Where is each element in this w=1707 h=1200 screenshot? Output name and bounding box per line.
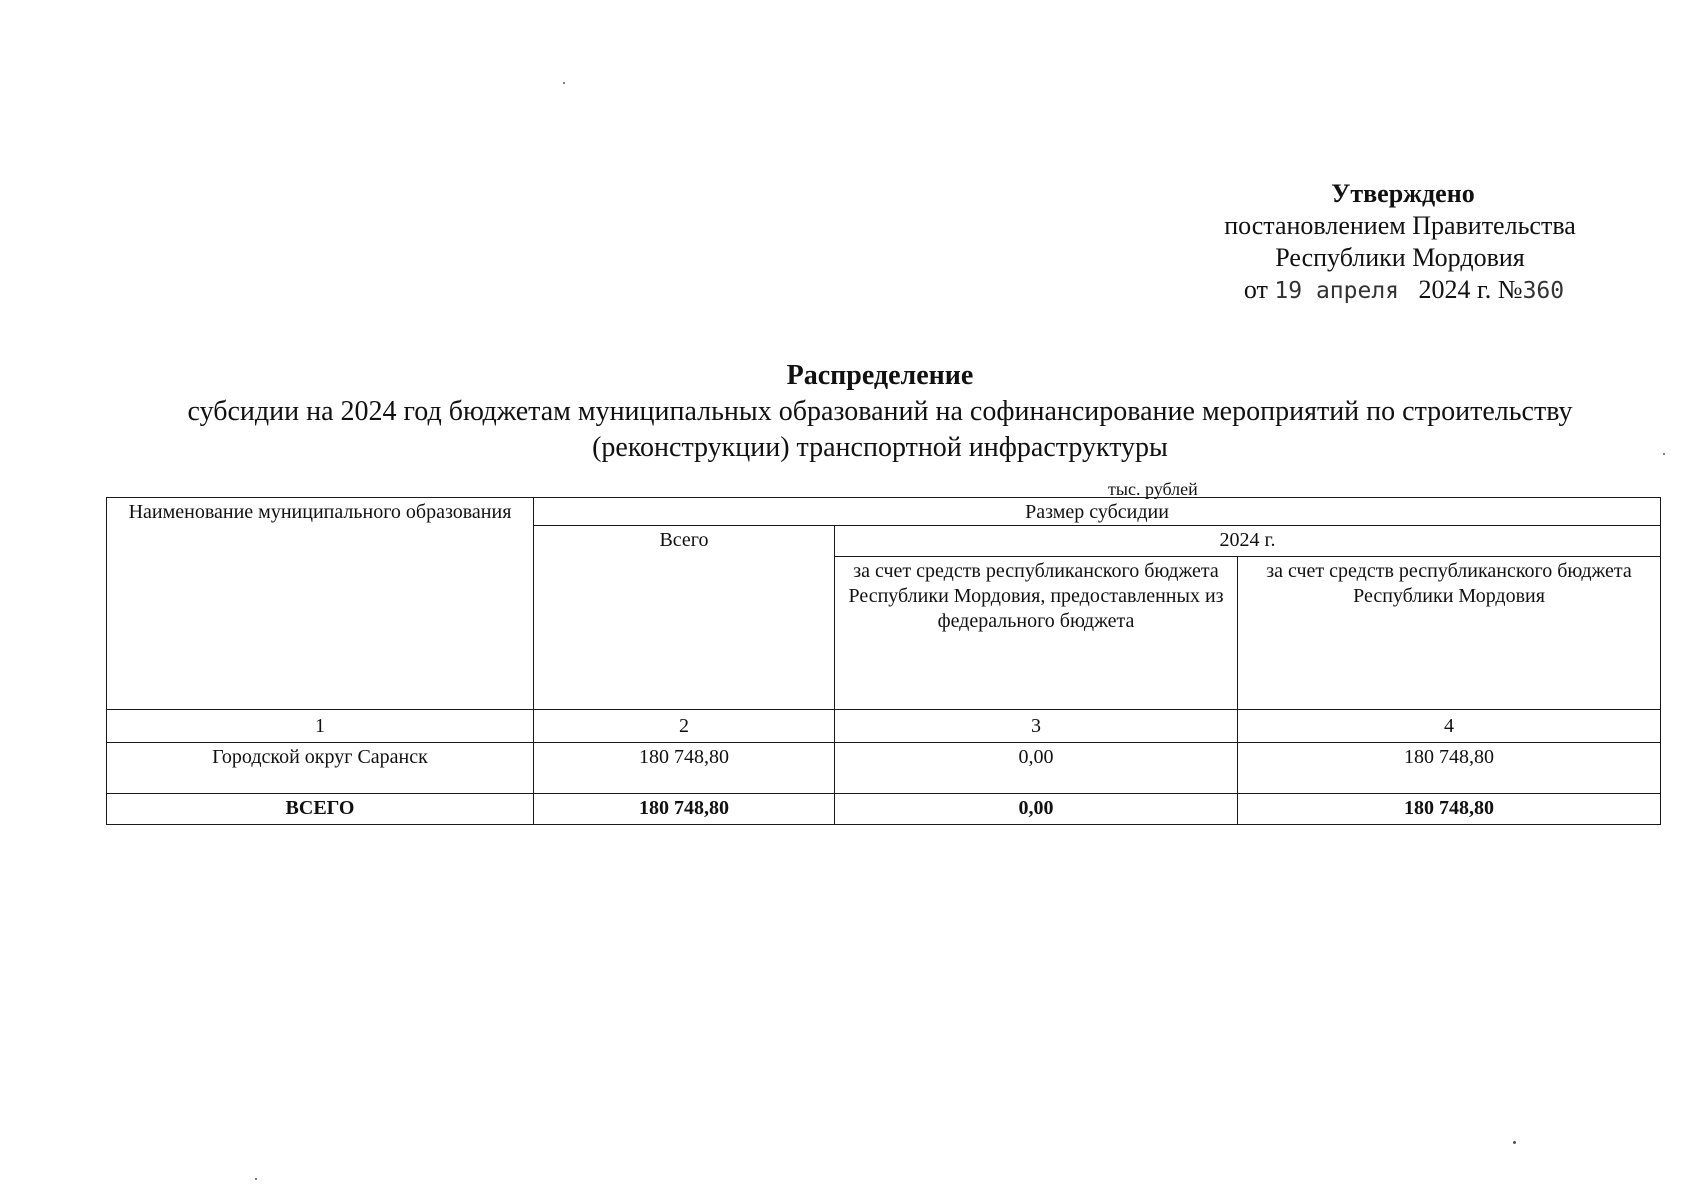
column-number: 2 <box>534 710 835 743</box>
column-number: 4 <box>1238 710 1661 743</box>
document-title-block <box>100 358 1660 466</box>
subsidy-table <box>106 497 1661 825</box>
total-value: 180 748,80 <box>534 743 835 794</box>
scan-speck <box>1663 453 1665 455</box>
header-row-1 <box>107 498 1661 526</box>
municipality-name: Городской округ Саранск <box>107 743 534 794</box>
grand-total-label: ВСЕГО <box>107 794 534 825</box>
header-total: Всего <box>534 526 835 710</box>
grand-total-republic: 180 748,80 <box>1238 794 1661 825</box>
federal-value: 0,00 <box>835 743 1238 794</box>
approval-by-line: постановлением Правительства <box>1224 211 1576 240</box>
document-subtitle-line-2: (реконструкции) транспортной инфраструктуры <box>592 432 1168 463</box>
header-federal: за счет средств республиканского бюджета Республики Мордовия, предоставленных из федерального бюджета <box>835 557 1238 710</box>
scan-speck <box>255 1178 257 1180</box>
grand-total-value: 180 748,80 <box>534 794 835 825</box>
grand-total-row <box>107 794 1661 825</box>
scan-speck <box>563 82 565 84</box>
column-number: 1 <box>107 710 534 743</box>
units-label: тыс. рублей <box>1108 479 1198 499</box>
approval-org-line: Республики Мордовия <box>1275 243 1525 272</box>
header-subsidy-size: Размер субсидии <box>534 498 1661 526</box>
header-republic: за счет средств республиканского бюджета Республики Мордовия <box>1238 557 1661 710</box>
table-row <box>107 743 1661 794</box>
column-number-row <box>107 710 1661 743</box>
approval-heading: Утверждено <box>1331 179 1475 208</box>
document-title: Распределение <box>786 360 974 391</box>
date-value: 19 апреля <box>1274 278 1400 304</box>
header-municipality: Наименование муниципального образования <box>107 498 534 710</box>
date-year: 2024 г. № <box>1418 275 1523 304</box>
grand-total-federal: 0,00 <box>835 794 1238 825</box>
approval-stamp <box>1180 178 1620 307</box>
scan-speck <box>1513 1141 1516 1144</box>
column-number: 3 <box>835 710 1238 743</box>
date-prefix: от <box>1243 275 1268 304</box>
approval-date-line <box>1184 274 1624 307</box>
header-year: 2024 г. <box>835 526 1661 557</box>
document-subtitle-line-1: субсидии на 2024 год бюджетам муниципальных образований на софинансирование мероприятий по строительству <box>187 396 1573 427</box>
republic-value: 180 748,80 <box>1238 743 1661 794</box>
decree-number: 360 <box>1522 278 1565 304</box>
